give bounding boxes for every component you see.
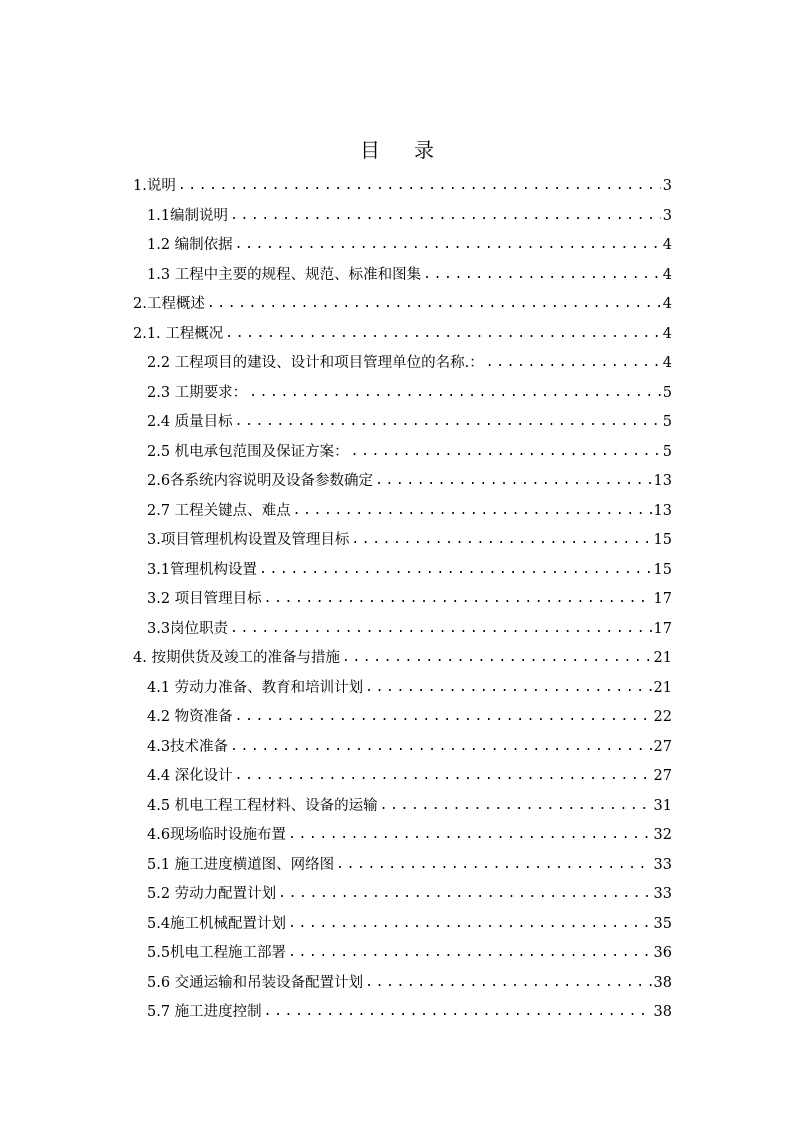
toc-leader-dots: [230, 738, 651, 756]
toc-entry-label: 1.2 编制依据: [147, 237, 233, 253]
toc-entry-page-number: 13: [653, 502, 672, 519]
toc-leader-dots: [288, 915, 651, 933]
toc-entry-page-number: 5: [662, 384, 672, 401]
toc-leader-dots: [380, 797, 652, 815]
toc-entry-label: 2.3 工期要求：: [147, 384, 248, 401]
toc-entry-page-number: 38: [653, 1004, 672, 1020]
toc-entry[interactable]: [147, 520, 672, 549]
toc-entry-label: 5.4施工机械配置计划: [147, 915, 287, 932]
toc-entry-label: 2.7 工程关键点、难点: [147, 502, 291, 519]
toc-leader-dots: [230, 620, 651, 638]
toc-entry-page-number: 4: [662, 355, 672, 371]
toc-leader-dots: [351, 443, 661, 461]
toc-entry-page-number: 4: [662, 237, 672, 253]
toc-entry-label: 3.2 项目管理目标: [147, 591, 262, 607]
toc-leader-dots: [342, 649, 652, 667]
toc-entry[interactable]: [147, 904, 672, 933]
toc-leader-dots: [423, 266, 661, 284]
toc-leader-dots: [288, 826, 651, 844]
toc-entry-label: 4.6现场临时设施布置: [147, 827, 287, 843]
toc-entry-label: 3.项目管理机构设置及管理目标: [147, 532, 350, 548]
toc-entry-label: 2.6各系统内容说明及设备参数确定: [147, 473, 374, 489]
toc-entry-page-number: 27: [653, 738, 672, 755]
toc-entry[interactable]: [147, 933, 672, 962]
toc-entry-page-number: 13: [653, 473, 672, 489]
toc-entry-label: 5.6 交通运输和吊装设备配置计划: [147, 974, 364, 991]
toc-entry-label: 3.3岗位职责: [147, 620, 229, 637]
toc-entry[interactable]: [147, 491, 672, 520]
toc-entry[interactable]: [147, 225, 672, 254]
toc-entry-page-number: 4: [662, 296, 672, 312]
toc-leader-dots: [235, 413, 661, 431]
toc-entry[interactable]: [147, 609, 672, 638]
toc-entry-label: 4. 按期供货及竣工的准备与措施: [133, 650, 340, 666]
toc-entry[interactable]: [147, 579, 672, 608]
toc-entry[interactable]: [147, 874, 672, 903]
toc-entry-page-number: 5: [662, 443, 672, 460]
toc-leader-dots: [365, 679, 651, 697]
toc-entry-page-number: 15: [653, 532, 672, 548]
toc-entry-page-number: 32: [653, 827, 672, 843]
toc-entry[interactable]: [147, 432, 672, 461]
toc-entry-page-number: 38: [653, 974, 672, 991]
toc-entry-page-number: 5: [662, 414, 672, 430]
toc-leader-dots: [365, 974, 651, 992]
toc-entry[interactable]: [147, 756, 672, 785]
toc-entry-label: 5.2 劳动力配置计划: [147, 886, 277, 902]
toc-entry-page-number: 33: [653, 886, 672, 902]
toc-entry[interactable]: [147, 727, 672, 756]
toc-entry[interactable]: [147, 255, 672, 284]
toc-entry-label: 5.5机电工程施工部署: [147, 945, 287, 961]
toc-entry-label: 5.7 施工进度控制: [147, 1004, 262, 1020]
toc-entry[interactable]: [147, 786, 672, 815]
toc-entry[interactable]: [147, 196, 672, 225]
toc-leader-dots: [486, 354, 661, 372]
toc-leader-dots: [336, 856, 651, 874]
toc-entry[interactable]: [147, 697, 672, 726]
toc-leader-dots: [235, 236, 661, 254]
toc-entry-label: 5.1 施工进度横道图、网络图: [147, 856, 335, 873]
toc-entry-page-number: 17: [653, 620, 672, 637]
toc-leader-dots: [351, 531, 651, 549]
toc-entry-label: 4.3技术准备: [147, 738, 229, 755]
toc-entry-label: 2.1. 工程概况: [133, 325, 224, 342]
toc-entry[interactable]: [147, 963, 672, 992]
toc-entry-label: 4.2 物资准备: [147, 709, 233, 725]
toc-leader-dots: [230, 207, 661, 225]
toc-leader-dots: [249, 384, 661, 402]
toc-entry-page-number: 35: [653, 915, 672, 932]
toc-entry[interactable]: [147, 845, 672, 874]
toc-leader-dots: [264, 1003, 652, 1021]
toc-entry-label: 2.2 工程项目的建设、设计和项目管理单位的名称.：: [147, 355, 484, 371]
toc-entry-label: 4.1 劳动力准备、教育和培训计划: [147, 679, 364, 696]
toc-entry-label: 4.5 机电工程工程材料、设备的运输: [147, 797, 378, 814]
toc-entry-page-number: 15: [653, 561, 672, 578]
toc-leader-dots: [178, 177, 661, 195]
toc-entry[interactable]: [133, 166, 672, 195]
toc-entry-page-number: 31: [653, 797, 672, 814]
toc-entry[interactable]: [147, 550, 672, 579]
toc-entry-label: 4.4 深化设计: [147, 768, 233, 784]
toc-entry-label: 1.1编制说明: [147, 207, 229, 224]
toc-entry-page-number: 4: [662, 266, 672, 283]
toc-entry[interactable]: [147, 402, 672, 431]
toc-entry-label: 1.3 工程中主要的规程、规范、标准和图集: [147, 266, 422, 283]
toc-entry-page-number: 21: [653, 679, 672, 696]
toc-entry-page-number: 33: [653, 856, 672, 873]
toc-leader-dots: [293, 502, 652, 520]
toc-entry-label: 2.工程概述: [133, 296, 205, 312]
toc-entry[interactable]: [147, 815, 672, 844]
toc-entry[interactable]: [147, 668, 672, 697]
toc-entry-label: 2.5 机电承包范围及保证方案：: [147, 443, 349, 460]
toc-leader-dots: [288, 944, 651, 962]
toc-leader-dots: [235, 767, 652, 785]
toc-leader-dots: [375, 472, 651, 490]
toc-entry[interactable]: [147, 343, 672, 372]
toc-entry-label: 2.4 质量目标: [147, 414, 233, 430]
toc-entry[interactable]: [147, 373, 672, 402]
toc-entry[interactable]: [133, 284, 672, 313]
toc-entry-page-number: 36: [653, 945, 672, 961]
toc-entry-page-number: 21: [653, 650, 672, 666]
toc-leader-dots: [207, 295, 661, 313]
toc-entry-page-number: 3: [662, 207, 672, 224]
title-char-2: 录: [414, 138, 434, 162]
toc-leader-dots: [278, 885, 651, 903]
toc-entry-page-number: 3: [662, 178, 672, 194]
toc-entry-page-number: 4: [662, 325, 672, 342]
toc-entry-page-number: 17: [653, 591, 672, 607]
toc-leader-dots: [264, 590, 652, 608]
toc-leader-dots: [235, 708, 652, 726]
toc-entry-label: 1.说明: [133, 178, 176, 194]
toc-entry[interactable]: [133, 638, 672, 667]
toc-entry-page-number: 27: [653, 768, 672, 784]
toc-entry-page-number: 22: [653, 709, 672, 725]
toc-leader-dots: [225, 325, 660, 343]
toc-entry[interactable]: [147, 992, 672, 1021]
page-title: [0, 134, 794, 163]
toc-entry-label: 3.1管理机构设置: [147, 561, 258, 578]
toc-entry[interactable]: [147, 461, 672, 490]
title-char-1: 目: [360, 138, 380, 162]
toc-entry[interactable]: [133, 314, 672, 343]
toc-leader-dots: [259, 561, 651, 579]
